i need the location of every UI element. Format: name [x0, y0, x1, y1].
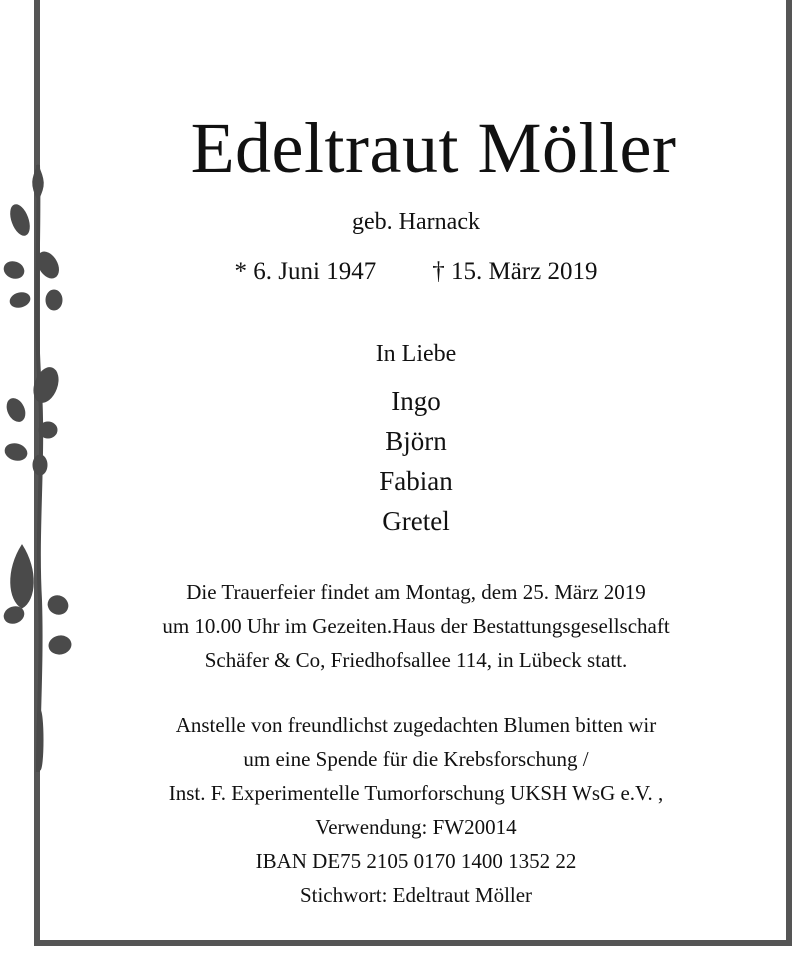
donation-line: Anstelle von freundlichst zugedachten Blumen bitten wir: [175, 713, 657, 737]
donation-line: um eine Spende für die Krebsforschung /: [243, 747, 589, 771]
maiden-name: geb. Harnack: [352, 209, 480, 235]
mourner-name: Gretel: [382, 506, 450, 536]
ceremony-line: Schäfer & Co, Friedhofsallee 114, in Lübeck statt.: [204, 648, 628, 672]
death-date: † 15. März 2019: [432, 258, 598, 285]
in-love-heading: In Liebe: [375, 341, 457, 367]
mourner-name: Ingo: [391, 386, 441, 416]
mourner-name: Fabian: [379, 466, 453, 496]
birth-date: * 6. Juni 1947: [234, 258, 377, 285]
mourners-list: [40, 381, 792, 541]
donation-line: IBAN DE75 2105 0170 1400 1352 22: [255, 849, 577, 873]
deceased-name: Edeltraut Möller: [190, 108, 677, 188]
ceremony-line: Die Trauerfeier findet am Montag, dem 25. März 2019: [186, 580, 646, 604]
donation-paragraph: [40, 708, 792, 912]
mourner-name: Björn: [385, 426, 447, 456]
donation-line: Stichwort: Edeltraut Möller: [299, 883, 533, 907]
ceremony-paragraph: [40, 575, 792, 677]
donation-line: Verwendung: FW20014: [315, 815, 517, 839]
life-dates: [40, 258, 792, 286]
donation-line: Inst. F. Experimentelle Tumorforschung UKSH WsG e.V. ,: [168, 781, 664, 805]
ceremony-line: um 10.00 Uhr im Gezeiten.Haus der Bestattungsgesellschaft: [162, 614, 670, 638]
